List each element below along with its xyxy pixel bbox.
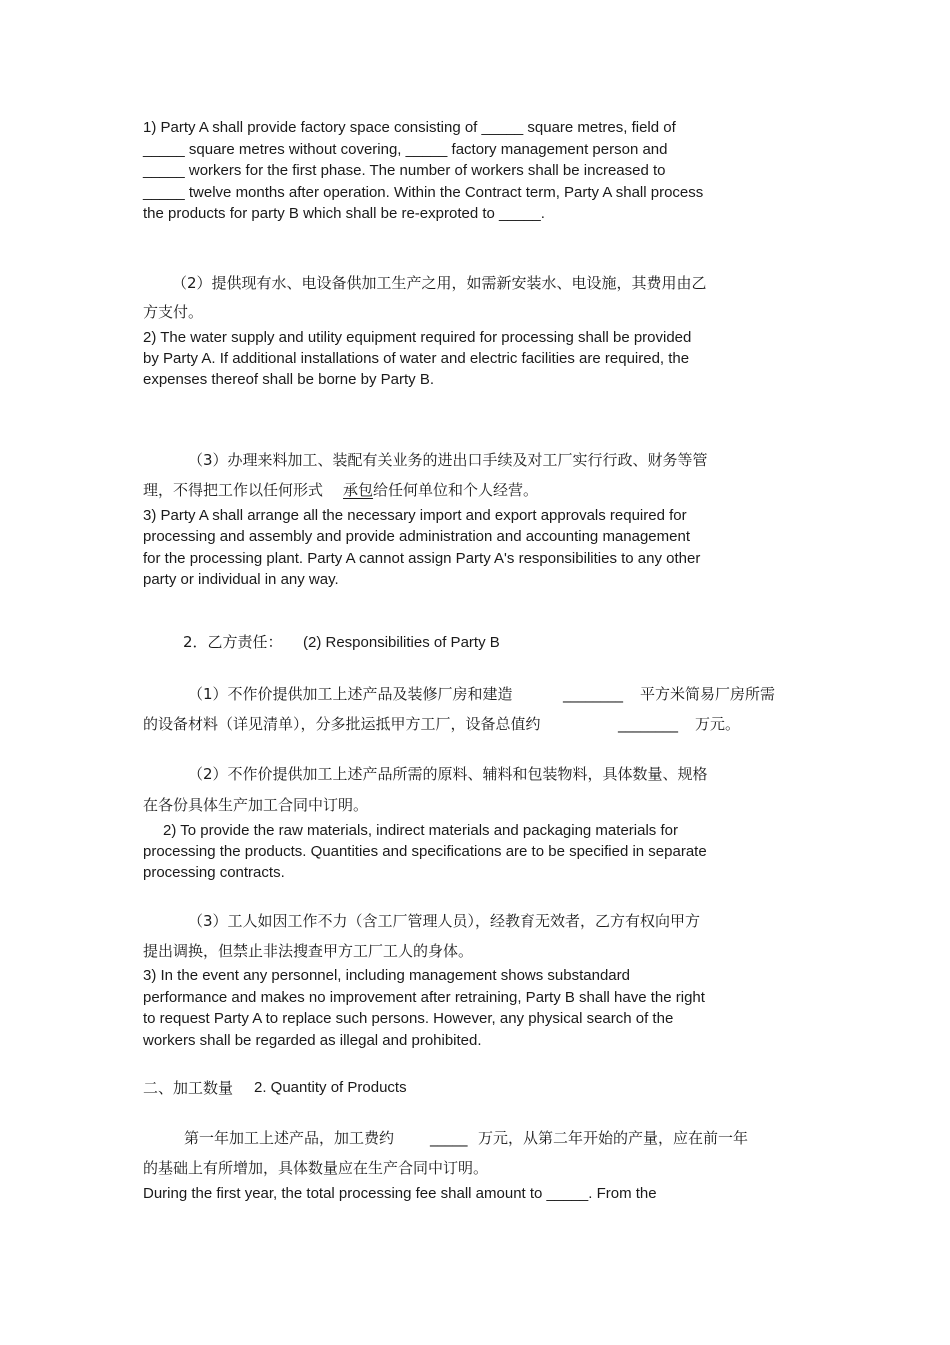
text-line: 3) In the event any personnel, including management shows substandard	[143, 967, 630, 984]
text-segment: 万元。	[695, 715, 741, 733]
text-line: 在各份具体生产加工合同中订明。	[143, 796, 369, 814]
text-line: （2）提供现有水、电设备供加工生产之用，如需新安装水、电设施，其费用由乙	[172, 274, 707, 292]
text-segment: 第一年加工上述产品，加工费约	[184, 1129, 395, 1147]
text-line: party or individual in any way.	[143, 571, 339, 588]
blank-field: ________	[563, 685, 623, 703]
text-line: （2）不作价提供加工上述产品所需的原料、辅料和包装物料，具体数量、规格	[188, 765, 708, 783]
text-line: （3）工人如因工作不力（含工厂管理人员），经教育无效者，乙方有权向甲方	[188, 912, 701, 930]
text-segment: 的设备材料（详见清单），分多批运抵甲方工厂，设备总值约	[143, 715, 541, 733]
text-line: 3) Party A shall arrange all the necessary import and export approvals required for	[143, 507, 687, 524]
text-line: _____ square metres without covering, _____ factory management person and	[143, 141, 668, 158]
text-line	[143, 480, 538, 500]
text-line: performance and makes no improvement after retraining, Party B shall have the right	[143, 989, 705, 1006]
text-line: 方支付。	[143, 303, 204, 321]
text-line: 提出调换，但禁止非法搜查甲方工厂工人的身体。	[143, 942, 474, 960]
text-segment: 平方米简易厂房所需	[640, 685, 776, 703]
text-line: processing the products. Quantities and specifications are to be specified in separate	[143, 843, 707, 860]
text-segment: 理，不得把工作以任何形式	[143, 481, 324, 499]
text-line: expenses thereof shall be borne by Party B.	[143, 371, 435, 388]
text-line: During the first year, the total processing fee shall amount to _____. From the	[143, 1185, 657, 1202]
text-line: _____ twelve months after operation. Within the Contract term, Party A shall process	[143, 184, 704, 201]
text-line: for the processing plant. Party A cannot assign Party A's responsibilities to any other	[143, 550, 701, 567]
heading-zh: 二、加工数量	[143, 1079, 234, 1097]
text-line: workers shall be regarded as illegal and prohibited.	[143, 1032, 482, 1049]
text-line: the products for party B which shall be re-exproted to _____.	[143, 205, 545, 222]
text-line: processing and assembly and provide administration and accounting management	[143, 528, 690, 545]
heading-zh: 2．乙方责任：	[183, 633, 283, 651]
text-line: 1) Party A shall provide factory space consisting of _____ square metres, field of	[143, 119, 676, 136]
blank-field: _____	[430, 1129, 468, 1147]
blank-field: ________	[618, 715, 678, 733]
heading-en: (2) Responsibilities of Party B	[303, 634, 500, 651]
text-line: 的基础上有所增加，具体数量应在生产合同中订明。	[143, 1159, 489, 1177]
text-line: by Party A. If additional installations of water and electric facilities are required, the	[143, 350, 690, 367]
text-line: processing contracts.	[143, 864, 285, 881]
text-segment: （1）不作价提供加工上述产品及装修厂房和建造	[188, 685, 513, 703]
text-line: _____ workers for the first phase. The number of workers shall be increased to	[143, 162, 666, 179]
underlined-term: 承包	[343, 481, 374, 499]
text-segment: 万元，从第二年开始的产量，应在前一年	[478, 1129, 749, 1147]
text-line: （3）办理来料加工、装配有关业务的进出口手续及对工厂实行行政、财务等管	[188, 451, 708, 469]
text-line: 2) The water supply and utility equipment required for processing shall be provided	[143, 329, 692, 346]
text-segment: 给任何单位和个人经营。	[373, 481, 539, 499]
text-line: to request Party A to replace such persons. However, any physical search of the	[143, 1010, 674, 1027]
text-line: 2) To provide the raw materials, indirect materials and packaging materials for	[163, 822, 678, 839]
heading-en: 2. Quantity of Products	[254, 1079, 407, 1096]
